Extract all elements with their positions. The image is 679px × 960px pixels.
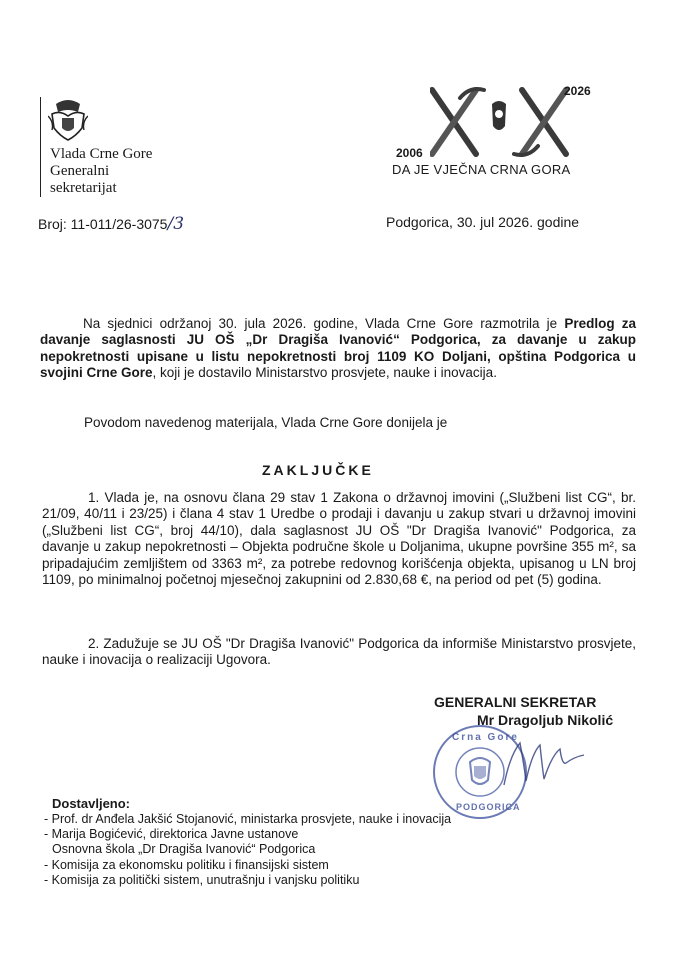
stamp-bottom-text: PODGORICA — [456, 802, 521, 812]
place-date: Podgorica, 30. jul 2026. godine — [386, 214, 580, 230]
list-item: - Komisija za politički sistem, unutrašnju i vanjsku politiku — [44, 872, 360, 887]
list-item: - Marija Bogićević, direktorica Javne ustanove — [44, 827, 299, 842]
logo-motto: DA JE VJEČNA CRNA GORA — [392, 162, 571, 177]
list-item: Osnovna škola „Dr Dragiša Ivanović“ Podgorica — [52, 842, 316, 857]
distribution-title: Dostavljeno: — [52, 796, 131, 811]
signature-role: GENERALNI SEKRETAR — [434, 694, 597, 710]
list-item: - Prof. dr Anđela Jakšić Stojanović, ministarka prosvjete, nauke i inovacija — [44, 812, 452, 826]
document-number — [38, 214, 184, 234]
logo-year-left: 2006 — [396, 146, 423, 160]
decision-title: ZAKLJUČKE — [262, 462, 374, 478]
conclusion-item-2: 2. Zadužuje se JU OŠ "Dr Dragiša Ivanović" Podgorica da informiše Ministarstvo prosvjete, nauke i inovacija o realizaciji Ugovora. — [42, 636, 636, 668]
intro-text-end: , koji je dostavilo Ministarstvo prosvjete, nauke i inovacija. — [152, 365, 497, 381]
intro-bold-subject: Predlog za davanje saglasnosti JU OŠ „Dr Dragiša Ivanović“ Podgorica, za davanje u zakup nepokretnosti upisane u listu nepokretnosti broj 1109 KO Doljani, opština Podgorica u svojini Crne Gore — [40, 316, 636, 381]
org-line-3: sekretarijat — [50, 180, 117, 196]
header-divider — [40, 97, 41, 197]
stamp-top-text: Crna Gore — [452, 732, 519, 743]
document-number-text: Broj: 11-011/26-3075 — [38, 216, 168, 232]
org-line-2: Generalni — [50, 163, 110, 179]
organization-name — [50, 146, 152, 197]
anniversary-logo — [390, 84, 608, 180]
coat-of-arms-icon — [48, 96, 88, 142]
org-line-1: Vlada Crne Gore — [50, 146, 153, 162]
distribution-list — [44, 812, 451, 888]
xx-logo-icon — [430, 84, 570, 160]
handwritten-suffix: /3 — [167, 214, 185, 234]
intro-paragraph — [40, 316, 636, 382]
handwritten-signature-icon — [500, 735, 590, 795]
list-item: - Komisija za ekonomsku politiku i finansijski sistem — [44, 857, 329, 872]
intro-text: Na sjednici održanoj 30. jula 2026. godine, Vlada Crne Gore razmotrila je — [83, 316, 558, 331]
signature-name: Mr Dragoljub Nikolić — [477, 712, 614, 728]
logo-year-right: 2026 — [564, 84, 591, 98]
conclusion-item-1: 1. Vlada je, na osnovu člana 29 stav 1 Zakona o državnoj imovini („Službeni list CG“, br. 21/09, 40/11 i 23/25) i člana 4 stav 1 Uredbe o prodaji i davanju u zakup stvari u državnoj imovini („Službeni list CG“, broj 44/10), dala saglasnost JU OŠ "Dr Dragiša Ivanović" Podgorica, za davanje u zakup nepokretnosti – Objekta područne škole u Doljanima, ukupne površine 355 m², sa pripadajućim zemljištem od 3363 m², za potrebe redovnog korišćenja objekta, upisanog u LN broj 1109, po minimalnoj početnoj mjesečnoj zakupnini od 2.830,68 €, na period od pet (5) godina. — [42, 490, 636, 588]
decision-intro: Povodom navedenog materijala, Vlada Crne Gore donijela je — [84, 415, 448, 430]
